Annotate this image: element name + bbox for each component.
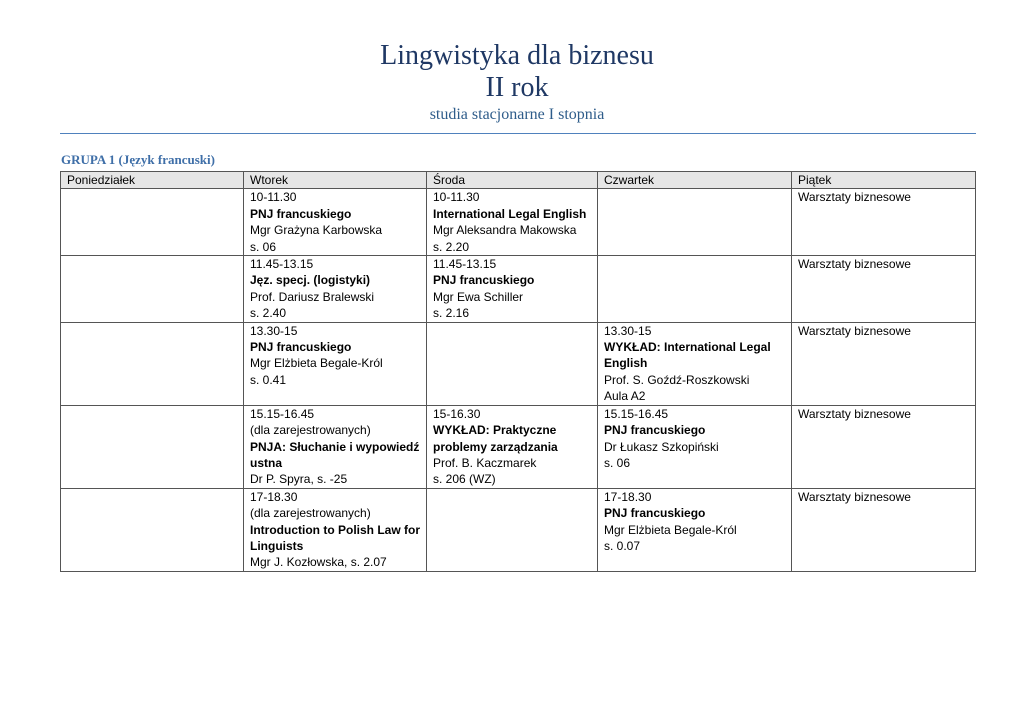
class-teacher: Mgr J. Kozłowska, s. 2.07	[250, 555, 387, 570]
class-course-cont: Linguists	[250, 538, 304, 553]
class-time: 17-18.30	[250, 489, 298, 504]
class-teacher: Mgr Elżbieta Begale-Król	[250, 356, 383, 371]
cell-monday	[61, 256, 244, 323]
cell-monday	[61, 488, 244, 571]
cell-tuesday	[244, 189, 427, 256]
cell-thursday	[598, 488, 792, 571]
cell-friday: Warsztaty biznesowe	[792, 488, 976, 571]
class-note: (dla zarejestrowanych)	[250, 506, 371, 521]
class-time: 11.45-13.15	[250, 257, 314, 272]
class-teacher: Prof. S. Goźdź-Roszkowski	[604, 372, 750, 387]
class-course: PNJ francuskiego	[604, 506, 706, 521]
class-course: PNJ francuskiego	[604, 423, 706, 438]
class-course: WYKŁAD: International Legal	[604, 340, 771, 355]
table-row	[61, 405, 976, 488]
year-label: II rok	[485, 72, 549, 103]
group-heading: GRUPA 1 (Język francuski)	[61, 152, 215, 167]
cell-monday	[61, 405, 244, 488]
cell-wednesday	[427, 322, 598, 405]
class-room: s. 2.40	[250, 306, 287, 321]
class-room: s. 0.41	[250, 372, 287, 387]
class-note: (dla zarejestrowanych)	[250, 423, 371, 438]
class-teacher: Mgr Elżbieta Begale-Król	[604, 522, 737, 537]
column-header-friday: Piątek	[792, 172, 976, 189]
class-course-cont: English	[604, 356, 648, 371]
class-teacher: Mgr Aleksandra Makowska	[433, 223, 577, 238]
class-teacher: Dr P. Spyra, s. -25	[250, 472, 348, 487]
class-teacher: Mgr Ewa Schiller	[433, 289, 524, 304]
cell-wednesday	[427, 488, 598, 571]
column-header-monday: Poniedziałek	[61, 172, 244, 189]
class-time: 13.30-15	[250, 323, 298, 338]
table-row	[61, 256, 976, 323]
column-header-thursday: Czwartek	[598, 172, 792, 189]
class-course: PNJ francuskiego	[250, 206, 352, 221]
class-teacher: Dr Łukasz Szkopiński	[604, 439, 719, 454]
class-room: s. 206 (WZ)	[433, 472, 496, 487]
cell-thursday	[598, 322, 792, 405]
class-course-cont: problemy zarządzania	[433, 439, 558, 454]
cell-monday	[61, 322, 244, 405]
class-room: s. 06	[604, 455, 631, 470]
column-header-wednesday: Środa	[427, 172, 598, 189]
class-course: Jęz. specj. (logistyki)	[250, 273, 371, 288]
class-time: 13.30-15	[604, 323, 652, 338]
cell-friday: Warsztaty biznesowe	[792, 322, 976, 405]
table-row	[61, 322, 976, 405]
cell-tuesday	[244, 405, 427, 488]
class-course: PNJA: Słuchanie i wypowiedź	[250, 439, 420, 454]
class-time: 10-11.30	[250, 190, 297, 205]
class-teacher: Mgr Grażyna Karbowska	[250, 223, 383, 238]
class-room: s. 0.07	[604, 538, 641, 553]
table-row	[61, 488, 976, 571]
cell-tuesday	[244, 322, 427, 405]
class-time: 17-18.30	[604, 489, 652, 504]
column-header-tuesday: Wtorek	[244, 172, 427, 189]
document-title: Lingwistyka dla biznesu	[380, 40, 654, 71]
class-time: 11.45-13.15	[433, 257, 497, 272]
class-course: International Legal English	[433, 206, 587, 221]
study-mode-subtitle: studia stacjonarne I stopnia	[429, 106, 605, 123]
schedule-table	[60, 171, 976, 572]
table-header-row	[61, 172, 976, 189]
class-teacher: Prof. B. Kaczmarek	[433, 455, 537, 470]
class-room: s. 2.20	[433, 239, 470, 254]
cell-monday	[61, 189, 244, 256]
cell-wednesday	[427, 256, 598, 323]
cell-friday: Warsztaty biznesowe	[792, 189, 976, 256]
header-divider	[60, 133, 976, 134]
cell-thursday	[598, 256, 792, 323]
document-header	[0, 40, 1024, 126]
class-course: PNJ francuskiego	[433, 273, 535, 288]
class-course-cont: ustna	[250, 455, 283, 470]
class-course: Introduction to Polish Law for	[250, 522, 420, 537]
class-course: WYKŁAD: Praktyczne	[433, 423, 557, 438]
class-time: 15-16.30	[433, 406, 481, 421]
class-time: 10-11.30	[433, 190, 480, 205]
cell-wednesday	[427, 405, 598, 488]
cell-thursday	[598, 189, 792, 256]
class-room: s. 2.16	[433, 306, 470, 321]
cell-wednesday	[427, 189, 598, 256]
cell-friday: Warsztaty biznesowe	[792, 405, 976, 488]
cell-thursday	[598, 405, 792, 488]
table-row	[61, 189, 976, 256]
class-room: s. 06	[250, 239, 277, 254]
cell-tuesday	[244, 488, 427, 571]
class-time: 15.15-16.45	[250, 406, 315, 421]
cell-friday: Warsztaty biznesowe	[792, 256, 976, 323]
cell-tuesday	[244, 256, 427, 323]
class-room: Aula A2	[604, 389, 646, 404]
class-course: PNJ francuskiego	[250, 340, 352, 355]
class-teacher: Prof. Dariusz Bralewski	[250, 289, 375, 304]
class-time: 15.15-16.45	[604, 406, 669, 421]
